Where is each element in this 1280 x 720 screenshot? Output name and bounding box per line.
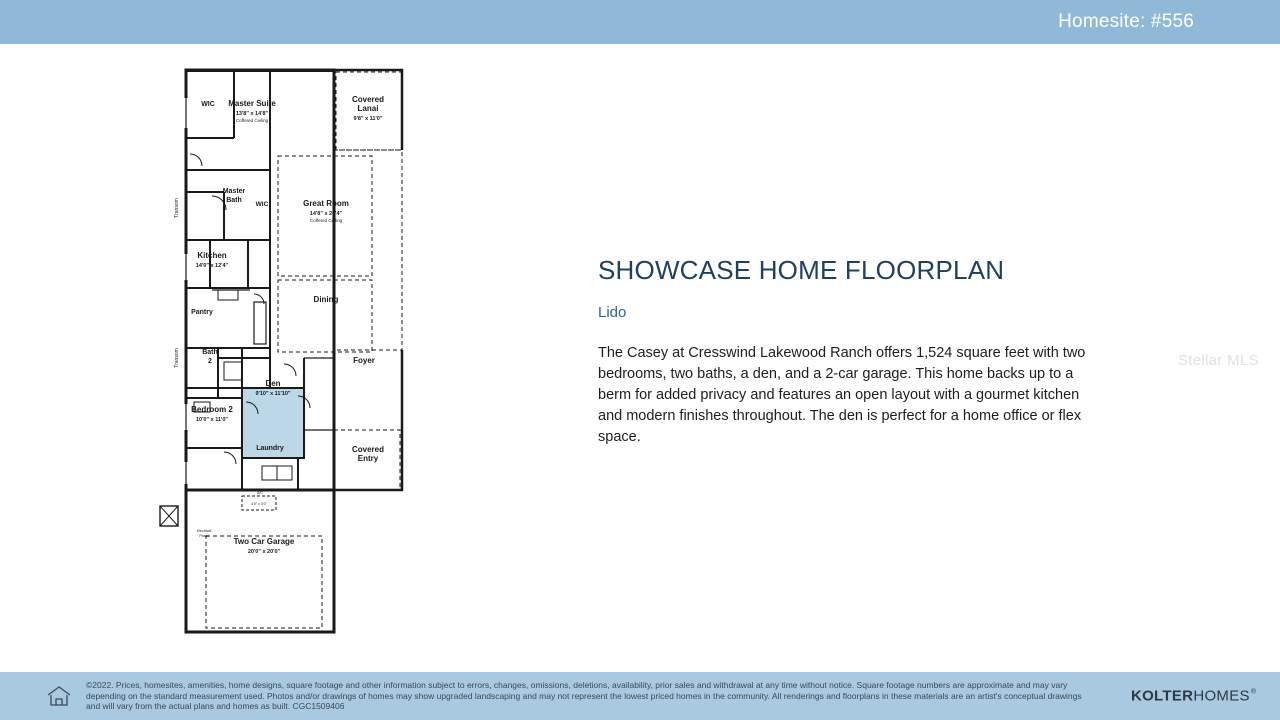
room-label-foyer: Foyer [353, 356, 375, 365]
room-label-covered-entry: Covered [351, 445, 385, 454]
room-label-dining: Dining [313, 295, 339, 304]
room-note-great-room: Coffered Ceiling [309, 218, 343, 223]
label-slab-note: 4'0" x 3'0" [251, 502, 267, 506]
room-dims-kitchen: 14'0" x 12'4" [195, 263, 229, 269]
plan-name: Lido [598, 304, 627, 321]
room-label-covered-lanai: Covered [351, 95, 385, 104]
room-dims-den: 9'10" x 11'10" [255, 391, 291, 397]
room-label-bath2: Bath [202, 349, 218, 356]
room-dims-two-car-garage: 20'0" x 20'0" [247, 549, 281, 555]
room-label-wic-2: WIC [255, 201, 269, 208]
room-dims-covered-lanai: 9'8" x 11'0" [353, 116, 383, 122]
room-label-great-room: Great Room [303, 199, 349, 208]
room-label-covered-lanai-2: Lanai [357, 104, 379, 113]
room-dims-great-room: 14'8" x 26'4" [309, 211, 343, 217]
room-label-kitchen: Kitchen [197, 251, 227, 260]
page-title: SHOWCASE HOME FLOORPLAN [598, 255, 1005, 285]
footer-disclaimer: ©2022. Prices, homesites, amenities, home designs, square footage and other information subject to errors, changes, omissions, deletions, availability, prior sales and withdrawal at any time without notice. Square footage numbers are approximate and may vary depending on the standard measurement used. Photos and/or drawings of homes may show upgraded landscaping and may not represent the lowest priced homes in the community. All renderings and floorplans in these materials are an artist's conceptual drawings and will vary from the actual plans and homes as built. CGC1509406 [86, 680, 1082, 712]
page-footer [0, 672, 1280, 720]
brand-registered-mark: ® [1250, 688, 1256, 696]
room-label-electrical-panel-2: Panel [199, 534, 209, 538]
room-label-bedroom2: Bedroom 2 [191, 405, 233, 414]
room-dims-bedroom2: 10'0" x 11'0" [196, 417, 228, 423]
watermark-text: Stellar MLS [1178, 352, 1259, 369]
room-label-master-suite: Master Suite [228, 99, 276, 108]
room-label-master-bath-2: Bath [226, 197, 242, 204]
plan-description: The Casey at Cresswind Lakewood Ranch offers 1,524 square feet with two bedrooms, two baths, a den, and a 2-car garage. This home backs up to a berm for added privacy and features an open layout with a gourmet kitchen and modern finishes throughout. The den is perfect for a home office or flex space. [598, 345, 1086, 445]
room-note-master-suite: Coffered Ceiling [235, 118, 269, 123]
floorplan-description-panel [598, 255, 1118, 448]
page-header [0, 0, 1280, 44]
homesite-label: Homesite: #556 [1058, 11, 1194, 32]
room-label-master-bath: Master [222, 188, 246, 195]
room-dims-master-suite: 13'8" x 14'8" [235, 111, 269, 117]
room-label-electrical-panel: Electrical [196, 529, 212, 533]
room-label-laundry: Laundry [256, 445, 284, 452]
room-label-covered-entry-2: Entry [357, 454, 379, 463]
brand-regular-text: HOMES [1193, 687, 1250, 705]
room-label-two-car-garage: Two Car Garage [233, 537, 295, 546]
label-transom-lower: Transom [174, 348, 180, 368]
floorplan-image [150, 58, 450, 648]
room-label-den: Den [265, 379, 281, 388]
room-label-bath2-2: 2 [208, 358, 212, 365]
room-label-wic-master: WIC [201, 101, 215, 108]
brand-bold-text: KOLTER [1130, 687, 1194, 705]
kolter-homes-logo [1131, 688, 1256, 705]
room-label-pantry: Pantry [191, 309, 213, 316]
label-ac: A/C [257, 491, 263, 495]
label-transom-upper: Transom [174, 198, 180, 218]
house-outline-icon [36, 685, 82, 707]
